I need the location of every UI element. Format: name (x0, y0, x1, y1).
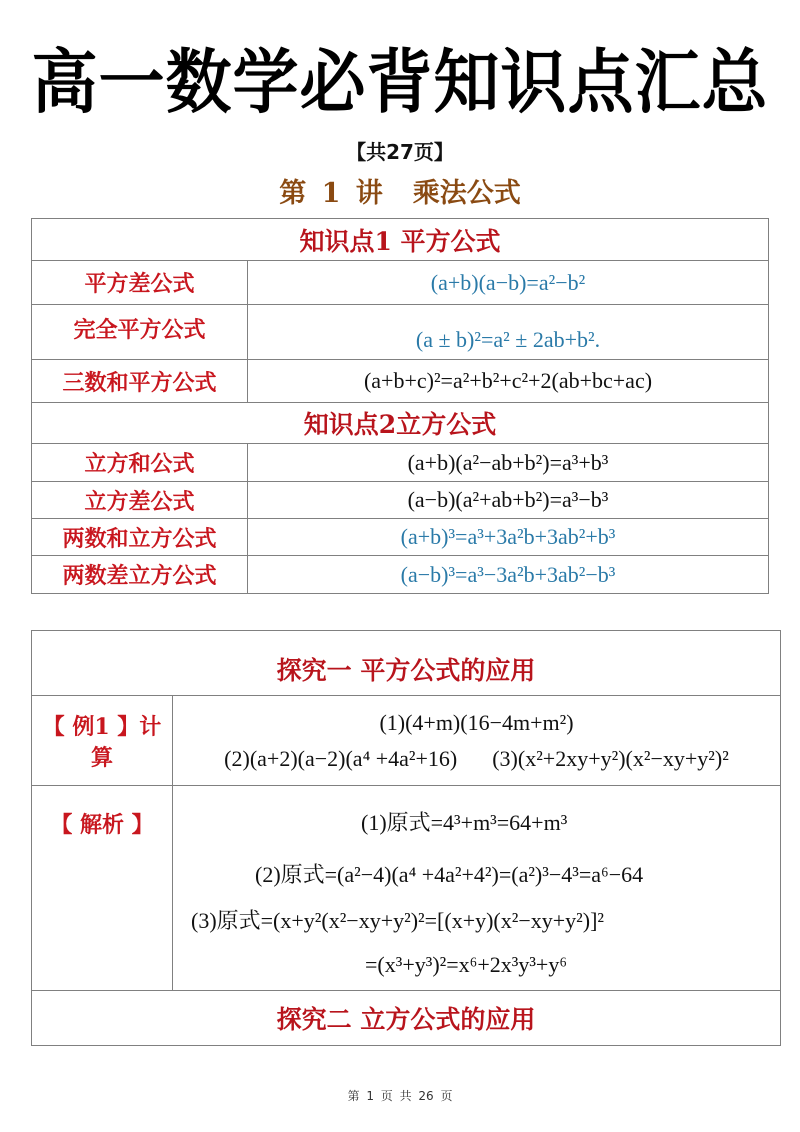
section-heading: 知识点2立方公式 (32, 403, 769, 444)
section-heading-row (32, 219, 769, 261)
page-footer: 第 1 页 共 26 页 (347, 1089, 453, 1103)
example-item-1: (1)(4+m)(16−4m+m²) (379, 709, 574, 735)
exploration-table (31, 630, 781, 1046)
table-row (32, 444, 769, 482)
section-heading-row (32, 403, 769, 444)
table-row (32, 261, 769, 305)
solution-label: 【 解析 】 (32, 786, 173, 991)
formula-value: (a−b)(a²+ab+b²)=a³−b³ (248, 482, 769, 519)
formula-label: 三数和平方公式 (32, 360, 248, 403)
solution-content (173, 786, 781, 991)
formula-value: (a+b)(a−b)=a²−b² (248, 261, 769, 305)
example-item-2: (2)(a+2)(a−2)(a⁴ +4a²+16) (224, 745, 458, 771)
solution-row (32, 786, 781, 991)
solution-line-2: (2)原式=(a²−4)(a⁴ +4a²+4²)=(a²)³−4³=a⁶−64 (255, 862, 644, 887)
formula-label: 立方差公式 (32, 482, 248, 519)
table-row (32, 519, 769, 556)
example-row (32, 696, 781, 786)
table-row (32, 305, 769, 360)
formula-label: 两数差立方公式 (32, 556, 248, 594)
lecture-title (0, 174, 800, 214)
formula-label: 平方差公式 (32, 261, 248, 305)
document-title: 高一数学必背知识点汇总 (31, 42, 769, 123)
formula-label: 两数和立方公式 (32, 519, 248, 556)
lecture-name: 乘法公式 (412, 178, 521, 209)
lecture-number: 第 1 讲 (279, 178, 383, 209)
formula-value: (a+b)(a²−ab+b²)=a³+b³ (248, 444, 769, 482)
formula-value: (a ± b)²=a² ± 2ab+b². (248, 305, 769, 360)
exploration-heading-row (32, 631, 781, 696)
exploration-heading-1: 探究一 平方公式的应用 (32, 631, 781, 696)
formula-label: 立方和公式 (32, 444, 248, 482)
solution-line-1: (1)原式=4³+m³=64+m³ (361, 810, 568, 835)
exploration-heading-row (32, 991, 781, 1046)
example-content (173, 696, 781, 786)
formula-value: (a−b)³=a³−3a²b+3ab²−b³ (248, 556, 769, 594)
page-count-note: 【共27页】 (346, 140, 454, 164)
formula-value: (a+b+c)²=a²+b²+c²+2(ab+bc+ac) (248, 360, 769, 403)
example-item-3: (3)(x²+2xy+y²)(x²−xy+y²)² (492, 745, 729, 771)
formula-table (31, 218, 769, 594)
example-label: 【 例1 】计算 (32, 696, 173, 786)
solution-line-4: =(x³+y³)²=x⁶+2x³y³+y⁶ (365, 952, 568, 977)
table-row (32, 556, 769, 594)
table-row (32, 360, 769, 403)
table-row (32, 482, 769, 519)
example-items-2-3 (181, 746, 772, 772)
formula-label: 完全平方公式 (32, 305, 248, 360)
exploration-heading-2: 探究二 立方公式的应用 (32, 991, 781, 1046)
formula-value: (a+b)³=a³+3a²b+3ab²+b³ (248, 519, 769, 556)
solution-line-3: (3)原式=(x+y²(x²−xy+y²)²=[(x+y)(x²−xy+y²)]² (191, 908, 605, 933)
section-heading: 知识点1 平方公式 (32, 219, 769, 261)
